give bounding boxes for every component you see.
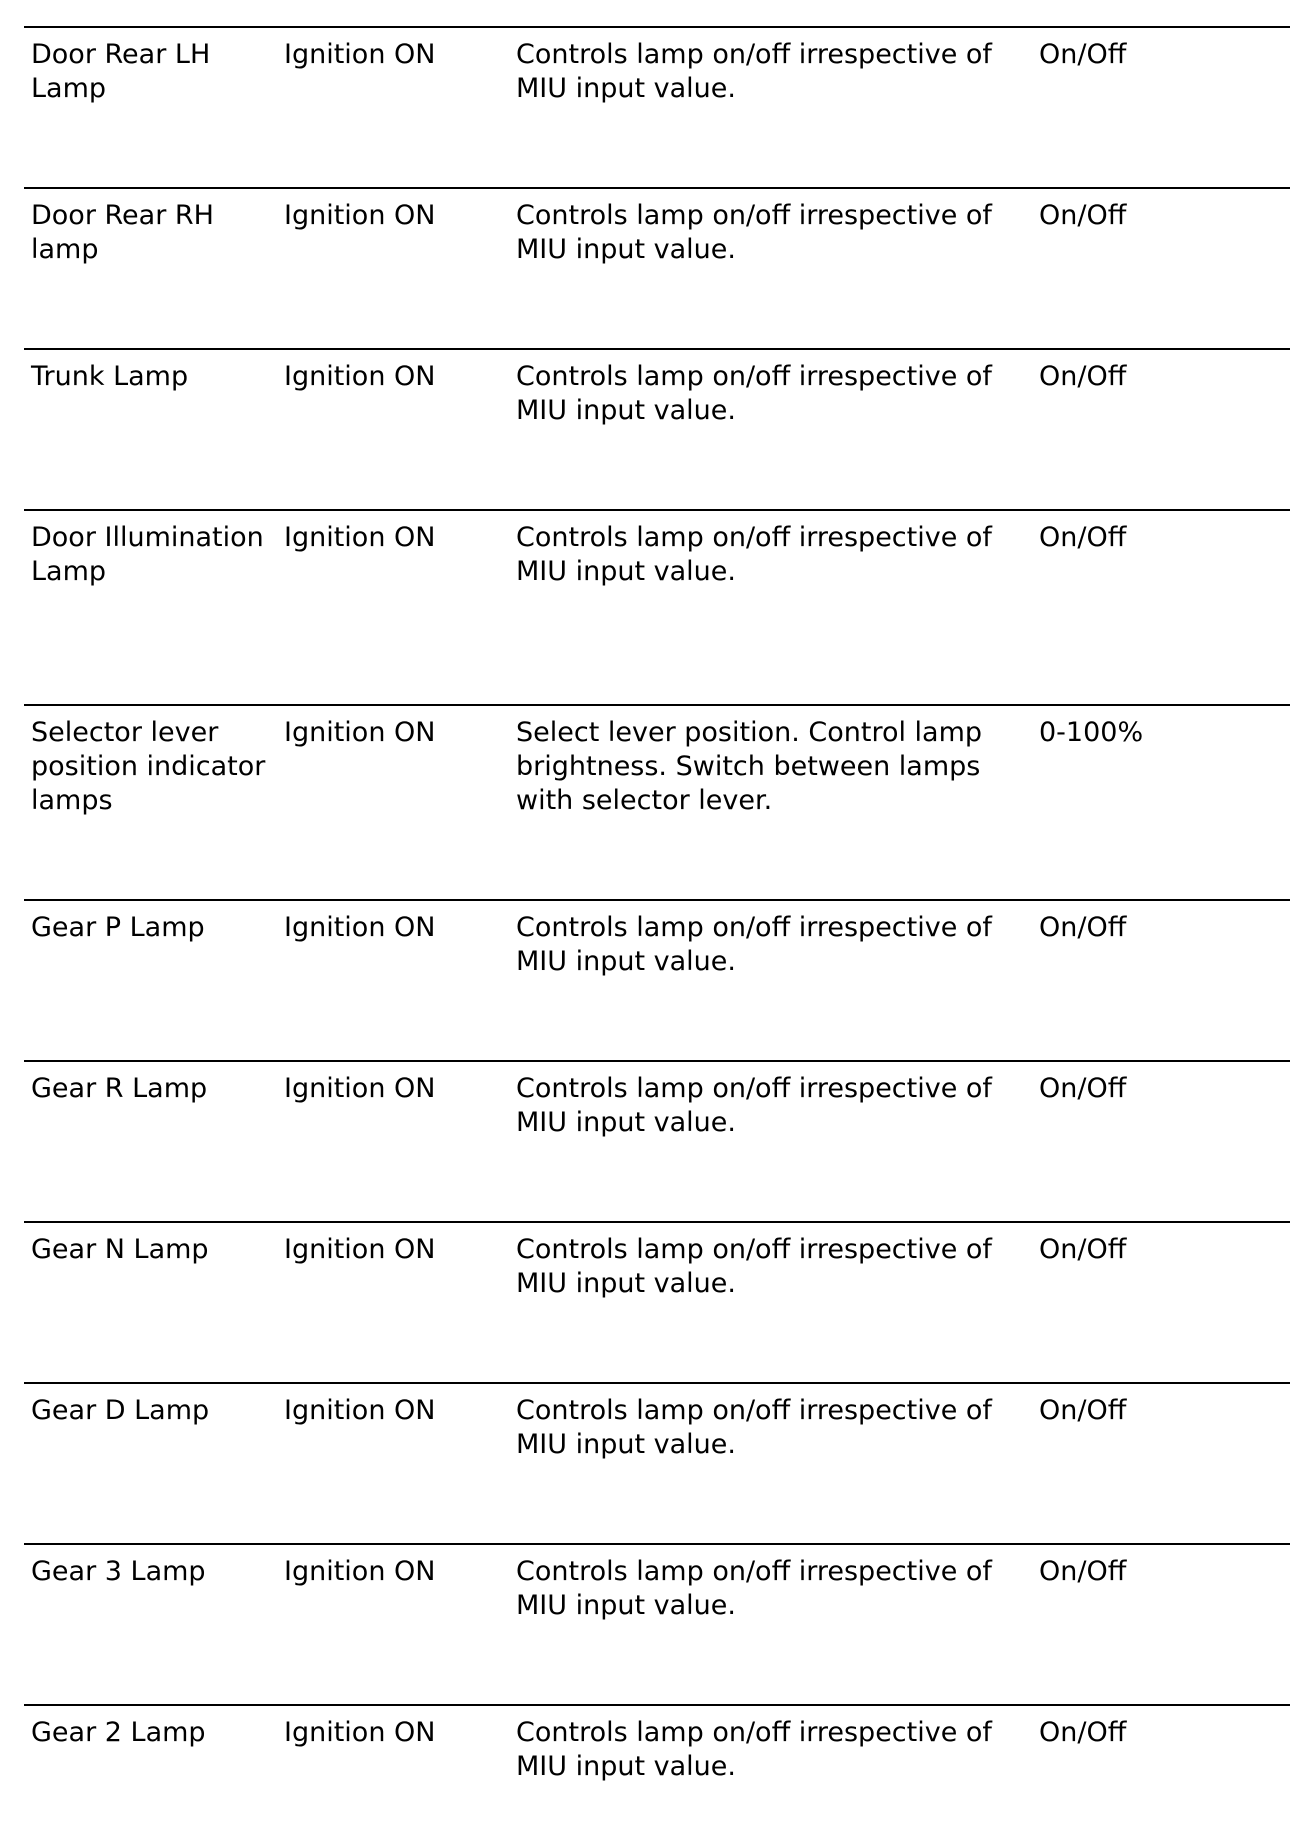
table-row <box>24 1543 1290 1704</box>
condition: Ignition ON <box>284 1395 436 1426</box>
condition: Ignition ON <box>284 912 436 943</box>
table-row <box>24 1221 1290 1382</box>
value-range: On/Off <box>1039 200 1127 231</box>
description: Controls lamp on/off irrespective of MIU input value. <box>516 1556 992 1621</box>
condition: Ignition ON <box>284 717 436 748</box>
table-row <box>24 1704 1290 1824</box>
lamp-name: Gear P Lamp <box>31 912 205 943</box>
condition: Ignition ON <box>284 522 436 553</box>
table-row <box>24 1060 1290 1221</box>
description: Controls lamp on/off irrespective of MIU input value. <box>516 1234 992 1299</box>
table-row <box>24 509 1290 704</box>
table-row <box>24 26 1290 187</box>
lamp-name: Door Illumination Lamp <box>31 522 264 587</box>
description: Controls lamp on/off irrespective of MIU input value. <box>516 1395 992 1460</box>
lamp-name: Gear R Lamp <box>31 1073 208 1104</box>
value-range: On/Off <box>1039 1395 1127 1426</box>
value-range: On/Off <box>1039 912 1127 943</box>
lamp-name: Selector lever position indicator lamps <box>31 717 266 816</box>
value-range: On/Off <box>1039 1234 1127 1265</box>
table-row <box>24 899 1290 1060</box>
lamp-name: Trunk Lamp <box>31 361 189 392</box>
condition: Ignition ON <box>284 1556 436 1587</box>
value-range: On/Off <box>1039 1717 1127 1748</box>
value-range: 0-100% <box>1039 717 1144 748</box>
lamp-control-table <box>24 26 1290 1824</box>
description: Select lever position. Control lamp brightness. Switch between lamps with selector lever. <box>516 717 983 816</box>
description: Controls lamp on/off irrespective of MIU input value. <box>516 912 992 977</box>
lamp-name: Gear D Lamp <box>31 1395 210 1426</box>
condition: Ignition ON <box>284 1717 436 1748</box>
description: Controls lamp on/off irrespective of MIU input value. <box>516 39 992 104</box>
table-row <box>24 187 1290 348</box>
lamp-name: Gear 3 Lamp <box>31 1556 206 1587</box>
condition: Ignition ON <box>284 1234 436 1265</box>
condition: Ignition ON <box>284 200 436 231</box>
lamp-name: Door Rear LH Lamp <box>31 39 211 104</box>
value-range: On/Off <box>1039 1073 1127 1104</box>
lamp-name: Door Rear RH lamp <box>31 200 214 265</box>
table-row <box>24 1382 1290 1543</box>
table-row <box>24 704 1290 899</box>
condition: Ignition ON <box>284 361 436 392</box>
description: Controls lamp on/off irrespective of MIU input value. <box>516 1717 992 1782</box>
description: Controls lamp on/off irrespective of MIU input value. <box>516 361 992 426</box>
description: Controls lamp on/off irrespective of MIU input value. <box>516 1073 992 1138</box>
lamp-name: Gear N Lamp <box>31 1234 209 1265</box>
condition: Ignition ON <box>284 39 436 70</box>
value-range: On/Off <box>1039 522 1127 553</box>
table-row <box>24 348 1290 509</box>
description: Controls lamp on/off irrespective of MIU input value. <box>516 522 992 587</box>
value-range: On/Off <box>1039 1556 1127 1587</box>
lamp-name: Gear 2 Lamp <box>31 1717 206 1748</box>
value-range: On/Off <box>1039 361 1127 392</box>
condition: Ignition ON <box>284 1073 436 1104</box>
description: Controls lamp on/off irrespective of MIU input value. <box>516 200 992 265</box>
value-range: On/Off <box>1039 39 1127 70</box>
